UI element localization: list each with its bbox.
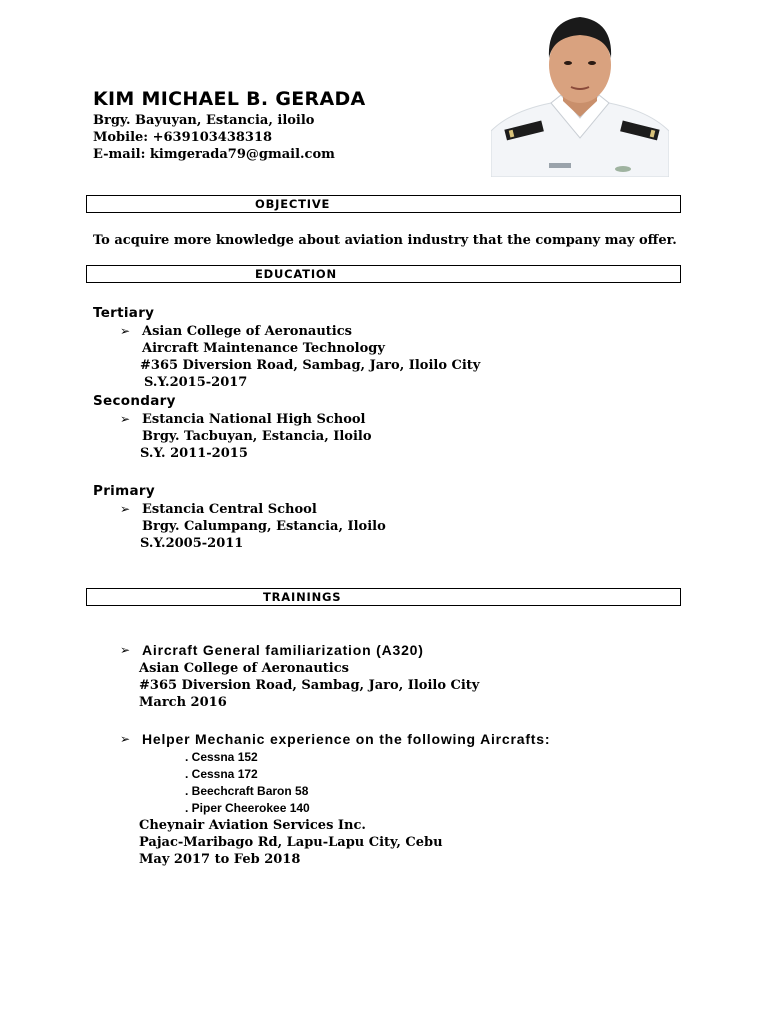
tertiary-course: Aircraft Maintenance Technology — [142, 341, 385, 356]
tertiary-school: Asian College of Aeronautics — [142, 324, 352, 339]
secondary-address: Brgy. Tacbuyan, Estancia, Iloilo — [142, 429, 372, 444]
training-2-date: May 2017 to Feb 2018 — [139, 852, 301, 867]
address-line: Brgy. Bayuyan, Estancia, iloilo — [93, 113, 315, 128]
secondary-label: Secondary — [93, 393, 176, 409]
objective-heading: OBJECTIVE — [255, 197, 331, 211]
education-heading-box — [86, 265, 681, 283]
primary-school: Estancia Central School — [142, 502, 317, 517]
arrowhead-bullet-icon: ➢ — [120, 324, 131, 338]
secondary-school: Estancia National High School — [142, 412, 366, 427]
tertiary-years: S.Y.2015-2017 — [144, 375, 248, 390]
aircraft-item: . Cessna 172 — [185, 767, 258, 781]
applicant-name: KIM MICHAEL B. GERADA — [93, 88, 366, 110]
mobile-line: Mobile: +639103438318 — [93, 130, 273, 145]
training-1-address: #365 Diversion Road, Sambag, Jaro, Iloilo City — [139, 678, 480, 693]
education-heading: EDUCATION — [255, 267, 337, 281]
arrowhead-bullet-icon: ➢ — [120, 412, 131, 426]
tertiary-label: Tertiary — [93, 305, 155, 321]
primary-years: S.Y.2005-2011 — [140, 536, 244, 551]
email-line: E-mail: kimgerada79@gmail.com — [93, 147, 335, 162]
profile-photo — [491, 3, 669, 177]
primary-address: Brgy. Calumpang, Estancia, Iloilo — [142, 519, 386, 534]
trainings-heading: TRAININGS — [263, 590, 342, 604]
aircraft-item: . Beechcraft Baron 58 — [185, 784, 309, 798]
training-1-org: Asian College of Aeronautics — [139, 661, 349, 676]
aircraft-item: . Piper Cheerokee 140 — [185, 801, 310, 815]
training-2-org: Cheynair Aviation Services Inc. — [139, 818, 366, 833]
arrowhead-bullet-icon: ➢ — [120, 732, 131, 746]
training-2-address: Pajac-Maribago Rd, Lapu-Lapu City, Cebu — [139, 835, 443, 850]
training-1-date: March 2016 — [139, 695, 227, 710]
primary-label: Primary — [93, 483, 155, 499]
secondary-years: S.Y. 2011-2015 — [140, 446, 248, 461]
tertiary-address: #365 Diversion Road, Sambag, Jaro, Iloilo City — [140, 358, 481, 373]
training-2-title: Helper Mechanic experience on the following Aircrafts: — [142, 731, 551, 747]
arrowhead-bullet-icon: ➢ — [120, 643, 131, 657]
aircraft-item: . Cessna 152 — [185, 750, 258, 764]
arrowhead-bullet-icon: ➢ — [120, 502, 131, 516]
trainings-heading-box — [86, 588, 681, 606]
objective-text: To acquire more knowledge about aviation industry that the company may offer. — [93, 233, 677, 248]
training-1-title: Aircraft General familiarization (A320) — [142, 642, 424, 658]
objective-heading-box — [86, 195, 681, 213]
